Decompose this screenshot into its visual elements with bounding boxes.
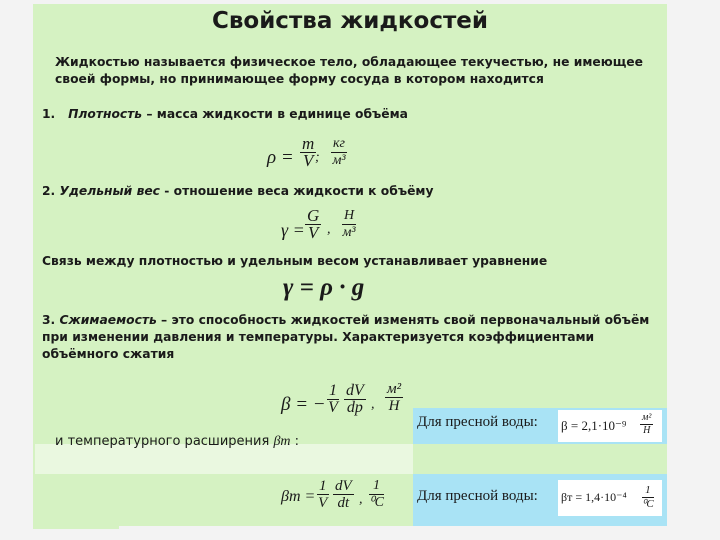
item-desc: - отношение веса жидкости к объёму xyxy=(159,184,434,198)
item-desc: – масса жидкости в единице объёма xyxy=(142,107,408,121)
note-label: Для пресной воды: xyxy=(417,414,538,430)
note-value-box xyxy=(558,480,662,516)
item-desc: – это способность жидкостей изменять свой первоначальный объём при изменении давления и температуры. Характеризуется коэффициентами объёмного сжатия xyxy=(42,313,650,361)
formula-rho-fraction: $\frac{m}{V}$ xyxy=(302,134,315,170)
slide-bottom-strip xyxy=(33,526,119,529)
item-specific-weight xyxy=(42,184,434,198)
formula-beta-fraction1: $\frac{1}{V}$ xyxy=(328,382,338,416)
thermal-label: и температурного расширения βт : xyxy=(55,434,300,449)
item-term: Удельный вес xyxy=(59,184,160,198)
formula-beta-t-fraction2: $\frac{dV}{dt}$ xyxy=(335,478,352,511)
formula-beta-t-fraction1: $\frac{1}{V}$ xyxy=(318,478,328,511)
formula-relation: γ = ρ · g xyxy=(283,274,365,301)
slide: Свойства жидкостей Жидкостью называется физическое тело, обладающее текучестью, не имеющее своей формы, но принимающее форму сосуда в котором находится 1. Плотность – масса жидкости в единице объёма ρ = $\frac{m}{V}$ ; кг м³ 2. Удельный вес - отношение веса жидкости к объёму γ = $\frac{G}{V}$ , Н м³ Связь между плотностью и удельным весом устанавливает уравнение γ = ρ · g 3. Сжимаемость – это способность жидкостей изменять свой первоначальный объём при изменении давления и температуры. Характеризуется коэффициентами объёмного сжатия β = − $\frac{1}{V}$ $\frac{dV}{dp}$ , м² Н Для пресной воды: β = 2,1·10⁻⁹ м² Н и температурного расширения βт : βт = $\frac{1}{V}$ $\frac{dV}{dt}$ , $\frac{1}{\text{⁰C}}$ Для пресной воды: βт = 1,4·10⁻⁴ $\frac{1}{\text{⁰C}}$ xyxy=(33,4,667,526)
note-value: β = 2,1·10⁻⁹ xyxy=(561,418,627,433)
note-fresh-water-beta-t xyxy=(413,474,667,526)
item-term: Сжимаемость xyxy=(59,313,157,327)
slide-title: Свойства жидкостей xyxy=(211,8,489,34)
note-label: Для пресной воды: xyxy=(417,488,538,504)
item-density xyxy=(42,107,408,121)
formula-beta-t-unit: $\frac{1}{\text{⁰C}}$ xyxy=(369,478,384,510)
formula-beta-unit: м² Н xyxy=(387,381,402,414)
note-fresh-water-beta xyxy=(413,408,667,444)
formula-gamma-lhs: γ = xyxy=(281,220,305,240)
formula-beta-t-lhs: βт = xyxy=(281,488,316,505)
item-compressibility xyxy=(42,312,660,363)
item-number: 2. xyxy=(42,184,56,198)
formula-gamma-fraction: $\frac{G}{V}$ xyxy=(307,206,320,242)
relation-text: Связь между плотностью и удельным весом устанавливает уравнение xyxy=(42,254,548,268)
formula-beta-lhs: β = − xyxy=(281,394,326,415)
note-value: βт = 1,4·10⁻⁴ xyxy=(561,490,627,504)
formula-rho-unit: кг м³ xyxy=(332,136,346,168)
definition-text: Жидкостью называется физическое тело, обладающее текучестью, не имеющее своей формы, но принимающее форму сосуда в котором находится xyxy=(55,55,643,86)
formula-rho-lhs: ρ = xyxy=(267,147,294,168)
item-number: 3. xyxy=(42,313,56,327)
note-unit: $\frac{1}{\text{⁰C}}$ xyxy=(642,484,654,510)
formula-beta-fraction2: $\frac{dV}{dp}$ xyxy=(346,382,364,416)
formula-gamma-unit: Н м³ xyxy=(342,208,356,240)
note-unit: м² Н xyxy=(642,412,652,436)
item-term: Плотность xyxy=(68,107,143,121)
note-value-box xyxy=(558,410,662,442)
item-number: 1. xyxy=(42,107,56,121)
